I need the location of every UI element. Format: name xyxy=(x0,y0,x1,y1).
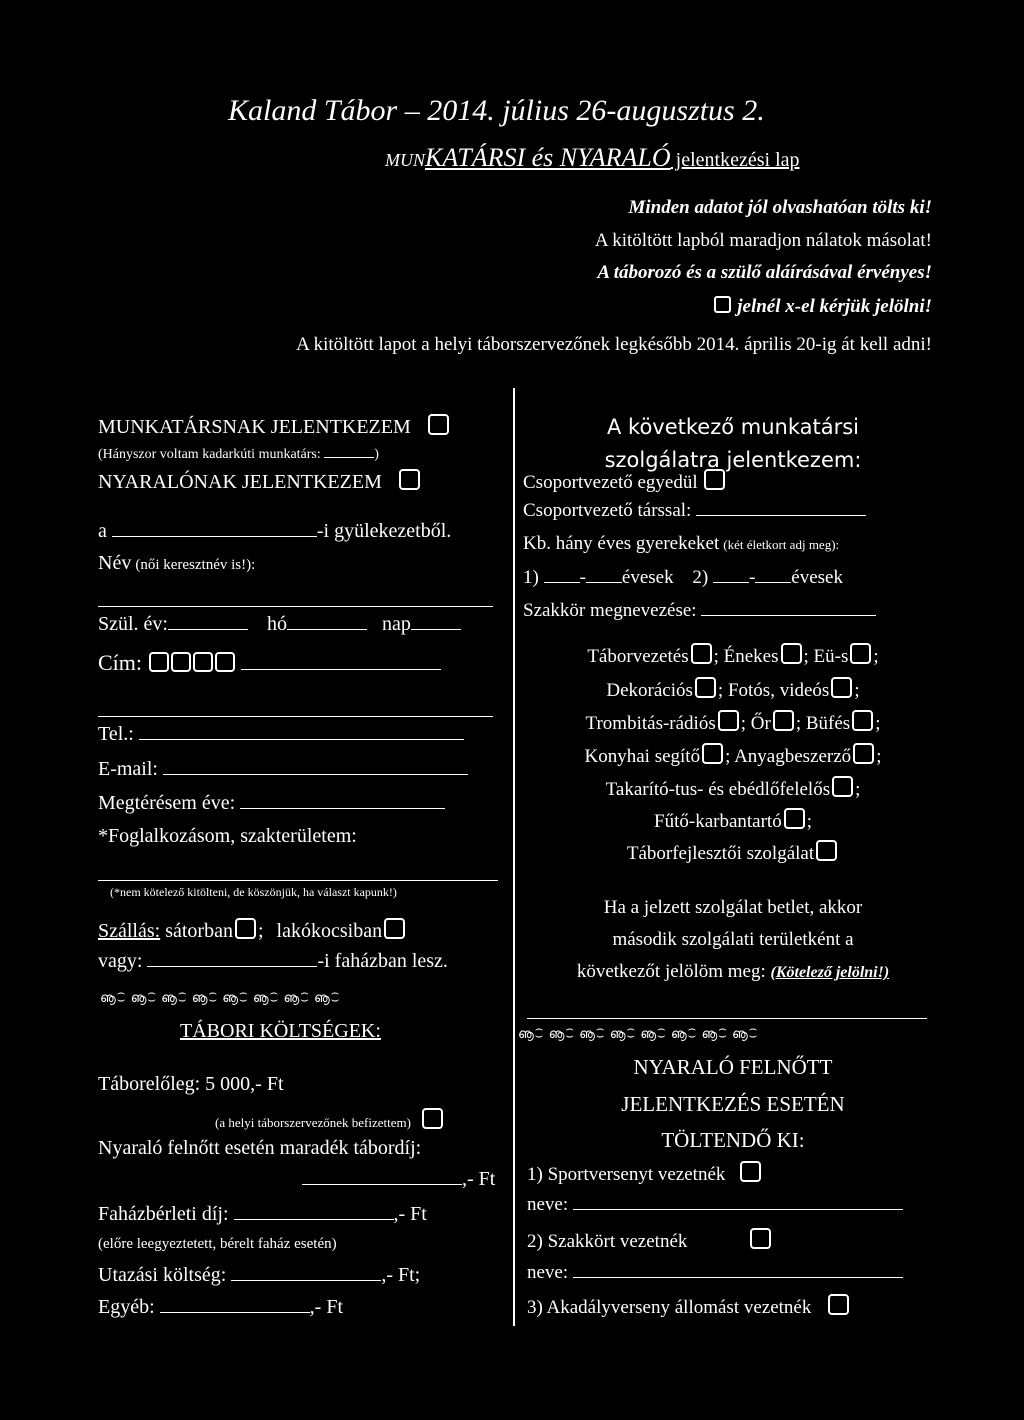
instruction-2: A kitöltött lapból maradjon nálatok másolat! xyxy=(594,230,932,251)
szallas-row: Szállás: sátorban ; lakókocsiban xyxy=(98,918,407,943)
zip-box-2[interactable] xyxy=(171,652,191,672)
email-row xyxy=(98,758,468,781)
anyagbeszerzo-checkbox[interactable] xyxy=(853,743,874,764)
cim-field[interactable] xyxy=(241,668,441,670)
szakkor-field[interactable] xyxy=(701,614,876,616)
service-takarito: Takarító-tus- és ebédlőfelelős xyxy=(605,779,831,800)
zip-box-4[interactable] xyxy=(215,652,235,672)
fahazberlet-row xyxy=(98,1203,427,1226)
zip-box-1[interactable] xyxy=(149,652,169,672)
right-heading-2: szolgálatra jelentkezem: xyxy=(604,448,862,472)
gyulekezet-prefix: a xyxy=(98,520,107,542)
utazasi-ft: ,- Ft; xyxy=(381,1264,421,1286)
utazasi-row xyxy=(98,1264,420,1287)
tel-field[interactable] xyxy=(139,738,464,740)
akadaly-row xyxy=(527,1294,851,1319)
eloere-note: (előre leegyeztetett, bérelt faház esetén) xyxy=(98,1236,337,1252)
cim-label: Cím: xyxy=(98,650,143,675)
szul-row xyxy=(98,613,461,636)
szul-ev-field[interactable] xyxy=(168,628,248,630)
maradek-field[interactable] xyxy=(302,1183,462,1185)
ho-label: hó xyxy=(267,613,287,635)
lakokocsiban-checkbox[interactable] xyxy=(384,918,405,939)
futo-checkbox[interactable] xyxy=(784,808,805,829)
utazasi-label: Utazási költség: xyxy=(98,1264,227,1286)
koltsegek-title: TÁBORI KÖLTSÉGEK: xyxy=(180,1020,381,1042)
instruction-5: A kitöltött lapot a helyi táborszervezőnek legkésőbb 2014. április 20-ig át kell adni! xyxy=(296,334,932,355)
fahazban-label: -i faházban lesz. xyxy=(317,950,448,972)
megteres-field[interactable] xyxy=(240,807,445,809)
evesek-2-num: 2) xyxy=(692,567,709,588)
csop-egyedul-row xyxy=(523,469,727,494)
megteres-row xyxy=(98,792,445,815)
betlet-line-1: Ha a jelzett szolgálat betlet, akkor xyxy=(603,897,863,918)
vagy-label: vagy: xyxy=(98,950,143,972)
nap-label: nap xyxy=(382,613,411,635)
szakkort-neve-field[interactable] xyxy=(573,1276,903,1278)
munkatars-label: MUNKATÁRSNAK JELENTKEZEM xyxy=(98,416,411,438)
nev-row xyxy=(98,552,255,575)
gyulekezet-row xyxy=(98,520,451,543)
fotos-checkbox[interactable] xyxy=(831,677,852,698)
dekoracios-checkbox[interactable] xyxy=(695,677,716,698)
lakokocsiban-label: lakókocsiban xyxy=(276,920,383,942)
sport-neve-row xyxy=(527,1194,903,1216)
egyeb-field[interactable] xyxy=(160,1311,310,1313)
column-divider xyxy=(513,388,515,1326)
fahazberlet-field[interactable] xyxy=(234,1218,394,1220)
sport-neve-label: neve: xyxy=(527,1194,569,1215)
taborvezetes-checkbox[interactable] xyxy=(691,643,712,664)
konyhai-checkbox[interactable] xyxy=(702,743,723,764)
betlet-line-2: második szolgálati területként a xyxy=(612,929,854,950)
right-heading-1: A következő munkatársi xyxy=(606,415,859,439)
befizettem-label: (a helyi táborszervezőnek befizettem) xyxy=(215,1115,411,1130)
nyaralo-checkbox[interactable] xyxy=(399,469,420,490)
trombitas-checkbox[interactable] xyxy=(718,710,739,731)
szakkor-row xyxy=(523,600,876,622)
nev-field[interactable] xyxy=(98,606,493,607)
foglalkozas-field[interactable] xyxy=(98,880,498,881)
akadaly-label: 3) Akadályverseny állomást vezetnék xyxy=(527,1297,812,1318)
email-field[interactable] xyxy=(163,773,468,775)
szallas-label: Szállás: xyxy=(98,920,161,942)
fahazberlet-label: Faházbérleti díj: xyxy=(98,1203,229,1225)
satorban-checkbox[interactable] xyxy=(235,918,256,939)
services-row-5: Takarító-tus- és ebédlőfelelős ; xyxy=(523,776,943,801)
taboreloleg: Táborelőleg: 5 000,- Ft xyxy=(98,1073,284,1095)
fahaz-row xyxy=(98,950,448,973)
kb-label: Kb. hány éves gyerekeket xyxy=(523,533,720,554)
services-row-3: Trombitás-rádiós ; Őr ; Büfés ; xyxy=(523,710,943,735)
taborfejleszto-checkbox[interactable] xyxy=(816,840,837,861)
munkatars-checkbox[interactable] xyxy=(428,414,449,435)
eus-checkbox[interactable] xyxy=(850,643,871,664)
hanyszor-row xyxy=(98,447,379,463)
service-trombitas: Trombitás-rádiós xyxy=(585,713,716,734)
nev-note: (női keresztnév is!): xyxy=(135,557,256,573)
service-bufes: Büfés xyxy=(805,713,851,734)
takarito-checkbox[interactable] xyxy=(832,776,853,797)
szakkort-neve-row xyxy=(527,1262,903,1284)
bufes-checkbox[interactable] xyxy=(852,710,873,731)
betlet-line-3 xyxy=(523,961,943,983)
fahazberlet-ft: ,- Ft xyxy=(393,1203,427,1225)
instruction-3: A táborozó és a szülő aláírásával érvényes! xyxy=(597,262,932,283)
zip-box-3[interactable] xyxy=(193,652,213,672)
service-taborfejleszto: Táborfejlesztői szolgálat xyxy=(626,843,815,864)
fahaz-field[interactable] xyxy=(147,965,317,967)
kb-note: (két életkort adj meg): xyxy=(723,537,840,552)
service-anyagbeszerzo: Anyagbeszerző xyxy=(734,746,852,767)
szakkor-label: Szakkör megnevezése: xyxy=(523,600,697,621)
subtitle-prefix: MUN xyxy=(385,150,425,170)
tel-row xyxy=(98,723,464,746)
cim-field-2[interactable] xyxy=(98,716,493,717)
form-subtitle xyxy=(385,143,800,173)
evesek-2-from[interactable] xyxy=(713,581,749,583)
sport-label: 1) Sportversenyt vezetnék xyxy=(527,1164,726,1185)
instruction-4-text: jelnél x-el kérjük jelölni! xyxy=(737,296,932,317)
kotelezo-note: (Kötelező jelölni!) xyxy=(770,964,890,981)
szul-label: Szül. év: xyxy=(98,613,168,635)
instruction-4 xyxy=(712,296,933,318)
csop-egyedul-label: Csoportvezető egyedül xyxy=(523,472,698,493)
service-or: Őr xyxy=(750,713,771,734)
befizettem-checkbox[interactable] xyxy=(422,1108,443,1129)
megteres-label: Megtérésem éve: xyxy=(98,792,236,814)
befizettem-row xyxy=(215,1108,445,1131)
services-row-7 xyxy=(523,840,943,865)
evesek-1-from[interactable] xyxy=(544,581,580,583)
evesek-1-label: évesek xyxy=(621,567,674,588)
csop-tarssal-label: Csoportvezető társsal: xyxy=(523,500,692,521)
instruction-1: Minden adatot jól olvashatóan tölts ki! xyxy=(628,197,932,218)
services-row-6: Fűtő-karbantartó ; xyxy=(523,808,943,833)
sport-row xyxy=(527,1161,763,1186)
service-eus: Eü-s xyxy=(813,646,849,667)
nyaralo-heading-2: JELENTKEZÉS ESETÉN xyxy=(621,1092,845,1116)
szakkort-checkbox[interactable] xyxy=(750,1228,771,1249)
evesek-2-label: évesek xyxy=(791,567,843,588)
enekes-checkbox[interactable] xyxy=(781,643,802,664)
hanyszor-close: ) xyxy=(374,447,379,462)
maradek-row xyxy=(302,1168,495,1191)
szakkort-row xyxy=(527,1228,773,1253)
ho-field[interactable] xyxy=(287,628,367,630)
szakkort-label: 2) Szakkört vezetnék xyxy=(527,1231,688,1252)
decorative-border-left: ൡ⁐ ൡ⁐ ൡ⁐ ൡ⁐ ൡ⁐ ൡ⁐ ൡ⁐ ൡ⁐ xyxy=(100,990,341,1005)
form-title: Kaland Tábor – 2014. július 26-augusztus 2. xyxy=(228,94,765,127)
nyaralo-label: NYARALÓNAK JELENTKEZEM xyxy=(98,471,382,493)
service-konyhai: Konyhai segítő xyxy=(584,746,701,767)
cim-row xyxy=(98,650,441,676)
satorban-label: sátorban xyxy=(165,920,233,942)
evesek-2-to[interactable] xyxy=(755,581,791,583)
or-checkbox[interactable] xyxy=(773,710,794,731)
csop-tarssal-field[interactable] xyxy=(696,514,866,516)
service-fotos: Fotós, videós xyxy=(727,680,830,701)
tel-label: Tel.: xyxy=(98,723,134,745)
szakkort-neve-label: neve: xyxy=(527,1262,569,1283)
services-row-1: Táborvezetés ; Énekes ; Eü-s ; xyxy=(523,643,943,668)
nem-kotelezo-note: (*nem kötelező kitölteni, de köszönjük, ha választ kapunk!) xyxy=(110,885,397,899)
nap-field[interactable] xyxy=(411,628,461,630)
service-enekes: Énekes xyxy=(723,646,779,667)
masodik-szolgalat-field[interactable] xyxy=(527,1018,927,1019)
services-row-2: Dekorációs ; Fotós, videós ; xyxy=(523,677,943,702)
egyeb-label: Egyéb: xyxy=(98,1296,155,1318)
sport-checkbox[interactable] xyxy=(740,1161,761,1182)
nyaralo-row xyxy=(98,469,422,494)
munkatars-row xyxy=(98,414,451,439)
nyaralo-heading-3: TÖLTENDŐ KI: xyxy=(661,1128,805,1152)
evesek-1-to[interactable] xyxy=(586,581,622,583)
egyeb-ft: ,- Ft xyxy=(309,1296,343,1318)
evesek-1-num: 1) xyxy=(523,567,539,588)
decorative-border-right: ൡ⁐ ൡ⁐ ൡ⁐ ൡ⁐ ൡ⁐ ൡ⁐ ൡ⁐ ൡ⁐ xyxy=(518,1026,759,1041)
email-label: E-mail: xyxy=(98,758,158,780)
checkbox-icon xyxy=(714,296,731,313)
subtitle-main: KATÁRSI és NYARALÓ xyxy=(425,143,671,172)
subtitle-suffix: jelentkezési lap xyxy=(670,149,800,171)
akadaly-checkbox[interactable] xyxy=(828,1294,849,1315)
maradek-label: Nyaraló felnőtt esetén maradék tábordíj: xyxy=(98,1137,422,1159)
gyulekezet-suffix: -i gyülekezetből. xyxy=(316,520,452,542)
service-taborvezetes: Táborvezetés xyxy=(587,646,689,667)
nev-label: Név xyxy=(98,552,132,574)
maradek-ft: ,- Ft xyxy=(462,1168,496,1190)
evesek-row: 1) - évesek 2) - évesek xyxy=(523,567,843,588)
utazasi-field[interactable] xyxy=(231,1279,381,1281)
csop-egyedul-checkbox[interactable] xyxy=(704,469,725,490)
csop-tarssal-row xyxy=(523,500,866,522)
kb-row xyxy=(523,533,839,555)
egyeb-row xyxy=(98,1296,343,1319)
gyulekezet-field[interactable] xyxy=(112,535,317,537)
hanyszor-field[interactable] xyxy=(324,456,374,458)
nyaralo-heading-1: NYARALÓ FELNŐTT xyxy=(633,1055,833,1079)
hanyszor-label: (Hányszor voltam kadarkúti munkatárs: xyxy=(98,447,321,462)
services-row-4: Konyhai segítő ; Anyagbeszerző ; xyxy=(523,743,943,768)
betlet-line-3-text: következőt jelölöm meg: xyxy=(576,961,766,982)
sport-neve-field[interactable] xyxy=(573,1208,903,1210)
foglalkozas-label: *Foglalkozásom, szakterületem: xyxy=(98,825,357,847)
service-dekoracios: Dekorációs xyxy=(606,680,693,701)
service-futo: Fűtő-karbantartó xyxy=(654,811,782,832)
